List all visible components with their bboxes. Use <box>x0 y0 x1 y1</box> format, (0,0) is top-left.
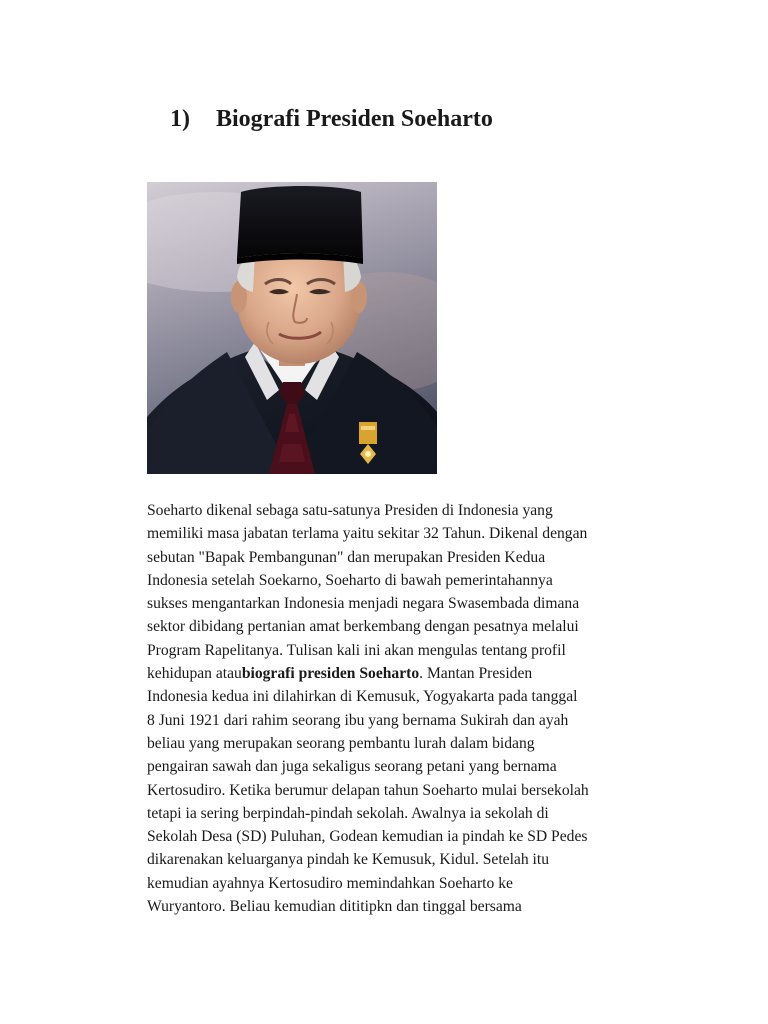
text-line: beliau yang merupakan seorang pembantu lurah dalam bidang <box>147 734 535 752</box>
heading-title: Biografi Presiden Soeharto <box>216 106 493 132</box>
text-line <box>147 662 687 685</box>
text-line: Soeharto dikenal sebaga satu-satunya Presiden di Indonesia yang <box>147 502 553 519</box>
text-line: kemudian ayahnya Kertosudiro memindahkan Soeharto ke <box>147 874 513 892</box>
text-line: Kertosudiro. Ketika berumur delapan tahun Soeharto mulai bersekolah <box>147 781 589 799</box>
text-line: Indonesia setelah Soekarno, Soeharto di bawah pemerintahannya <box>147 571 553 589</box>
biography-text <box>147 499 687 918</box>
text-line: sektor dibidang pertanian amat berkembang dengan pesatnya melalui <box>147 618 579 636</box>
text-line: Program Rapelitanya. Tulisan kali ini akan mengulas tentang profil <box>147 641 566 659</box>
text-line: memiliki masa jabatan terlama yaitu sekitar 32 Tahun. Dikenal dengan <box>147 525 588 543</box>
text-line: tetapi ia sering berpindah-pindah sekolah. Awalnya ia sekolah di <box>147 804 549 822</box>
text-line: Sekolah Desa (SD) Puluhan, Godean kemudian ia pindah ke SD Pedes <box>147 828 588 846</box>
text-line: pengairan sawah dan juga sekaligus seorang petani yang bernama <box>147 758 557 776</box>
text-line: Indonesia kedua ini dilahirkan di Kemusuk, Yogyakarta pada tanggal <box>147 688 578 706</box>
text-line: Wuryantoro. Beliau kemudian dititipkn dan tinggal bersama <box>147 898 522 916</box>
text-line: sukses mengantarkan Indonesia menjadi negara Swasembada dimana <box>147 595 580 613</box>
text-segment: . Mantan Presiden <box>419 665 533 683</box>
text-line: 8 Juni 1921 dari rahim seorang ibu yang bernama Sukirah dan ayah <box>147 711 569 729</box>
text-line: sebutan "Bapak Pembangunan" dan merupakan Presiden Kedua <box>147 548 546 566</box>
text-line: dikarenakan keluarganya pindah ke Kemusuk, Kidul. Setelah itu <box>147 851 550 869</box>
page-title <box>170 102 493 136</box>
heading-number: 1) <box>170 106 190 132</box>
portrait-photo <box>147 182 437 474</box>
portrait-illustration <box>147 182 437 474</box>
bold-phrase: biografi presiden Soeharto <box>241 665 420 683</box>
text-segment: kehidupan atau <box>147 665 242 683</box>
